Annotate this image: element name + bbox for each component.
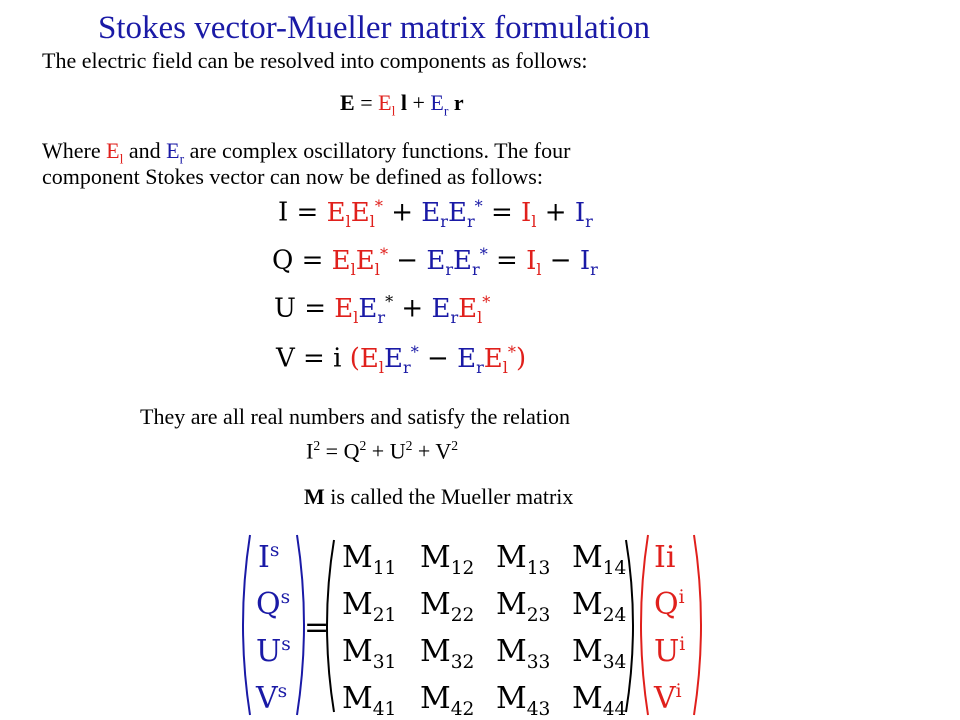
field-term2-vec: r bbox=[448, 90, 464, 115]
intro-text: The electric field can be resolved into components as follows: bbox=[42, 48, 588, 73]
matrix-cell: $M_{11}$ bbox=[342, 540, 397, 579]
matrix-cell: $M_{42}$ bbox=[420, 681, 475, 720]
scattered-V: $V^s$ bbox=[256, 681, 288, 716]
matrix-cell: $M_{43}$ bbox=[496, 681, 551, 720]
matrix-cell: $M_{41}$ bbox=[342, 681, 397, 720]
field-eq-sign: = bbox=[354, 90, 379, 115]
matrix-cell: $M_{12}$ bbox=[420, 540, 475, 579]
stokes-eq-V: V = i $(E_lE_r^* - E_rE_l^*)$ bbox=[276, 342, 527, 377]
incident-right-paren bbox=[694, 535, 701, 715]
page-title: Stokes vector-Mueller matrix formulation bbox=[98, 10, 650, 46]
matrix-cell: $M_{44}$ bbox=[572, 681, 627, 720]
relation-text: They are all real numbers and satisfy the relation bbox=[140, 404, 571, 429]
field-lhs: E bbox=[340, 90, 355, 115]
stokes-eq-I: $I = E_lE_l^* + E_rE_r^* = I_l + I_r$ bbox=[278, 196, 593, 231]
matrix-cell: $M_{34}$ bbox=[572, 634, 627, 673]
scattered-I: $I^s$ bbox=[258, 540, 280, 575]
field-term1-vec: l bbox=[395, 90, 407, 115]
matrix-cell: $M_{21}$ bbox=[342, 587, 397, 626]
mueller-caption: M is called the Mueller matrix bbox=[304, 484, 574, 509]
where-line-2: component Stokes vector can now be defined as follows: bbox=[42, 164, 543, 189]
incident-V: $V^i$ bbox=[654, 681, 682, 716]
matrix-right-paren bbox=[626, 540, 633, 712]
field-term1: $E_l$ bbox=[378, 90, 396, 119]
scattered-Q: $Q^s$ bbox=[256, 587, 291, 622]
scattered-U: $U^s$ bbox=[256, 634, 291, 669]
matrix-equals: = bbox=[304, 610, 330, 645]
incident-left-paren bbox=[641, 535, 648, 715]
where-line-1: Where $E_l$ and $E_r$ are complex oscillatory functions. The four bbox=[42, 138, 571, 167]
field-term2: $E_r$ bbox=[430, 90, 449, 119]
matrix-cell: $M_{33}$ bbox=[496, 634, 551, 673]
matrix-cell: $M_{14}$ bbox=[572, 540, 627, 579]
incident-U: $U^i$ bbox=[654, 634, 686, 669]
matrix-cell: $M_{31}$ bbox=[342, 634, 397, 673]
matrix-cell: $M_{32}$ bbox=[420, 634, 475, 673]
matrix-cell: $M_{22}$ bbox=[420, 587, 475, 626]
stokes-eq-U: $U = E_lE_r^* + E_rE_l^*$ bbox=[274, 292, 491, 327]
relation-equation: $I^2 = Q^2 + U^2 + V^2$ bbox=[306, 438, 459, 464]
field-plus: + bbox=[406, 90, 431, 115]
incident-I: Ii bbox=[654, 540, 676, 575]
matrix-cell: $M_{23}$ bbox=[496, 587, 551, 626]
matrix-cell: $M_{24}$ bbox=[572, 587, 627, 626]
stokes-eq-Q: $Q = E_lE_l^* - E_rE_r^* = I_l - I_r$ bbox=[272, 244, 598, 279]
matrix-cell: $M_{13}$ bbox=[496, 540, 551, 579]
scattered-right-paren bbox=[297, 535, 304, 715]
incident-Q: $Q^i$ bbox=[654, 587, 685, 622]
scattered-left-paren bbox=[243, 535, 250, 715]
